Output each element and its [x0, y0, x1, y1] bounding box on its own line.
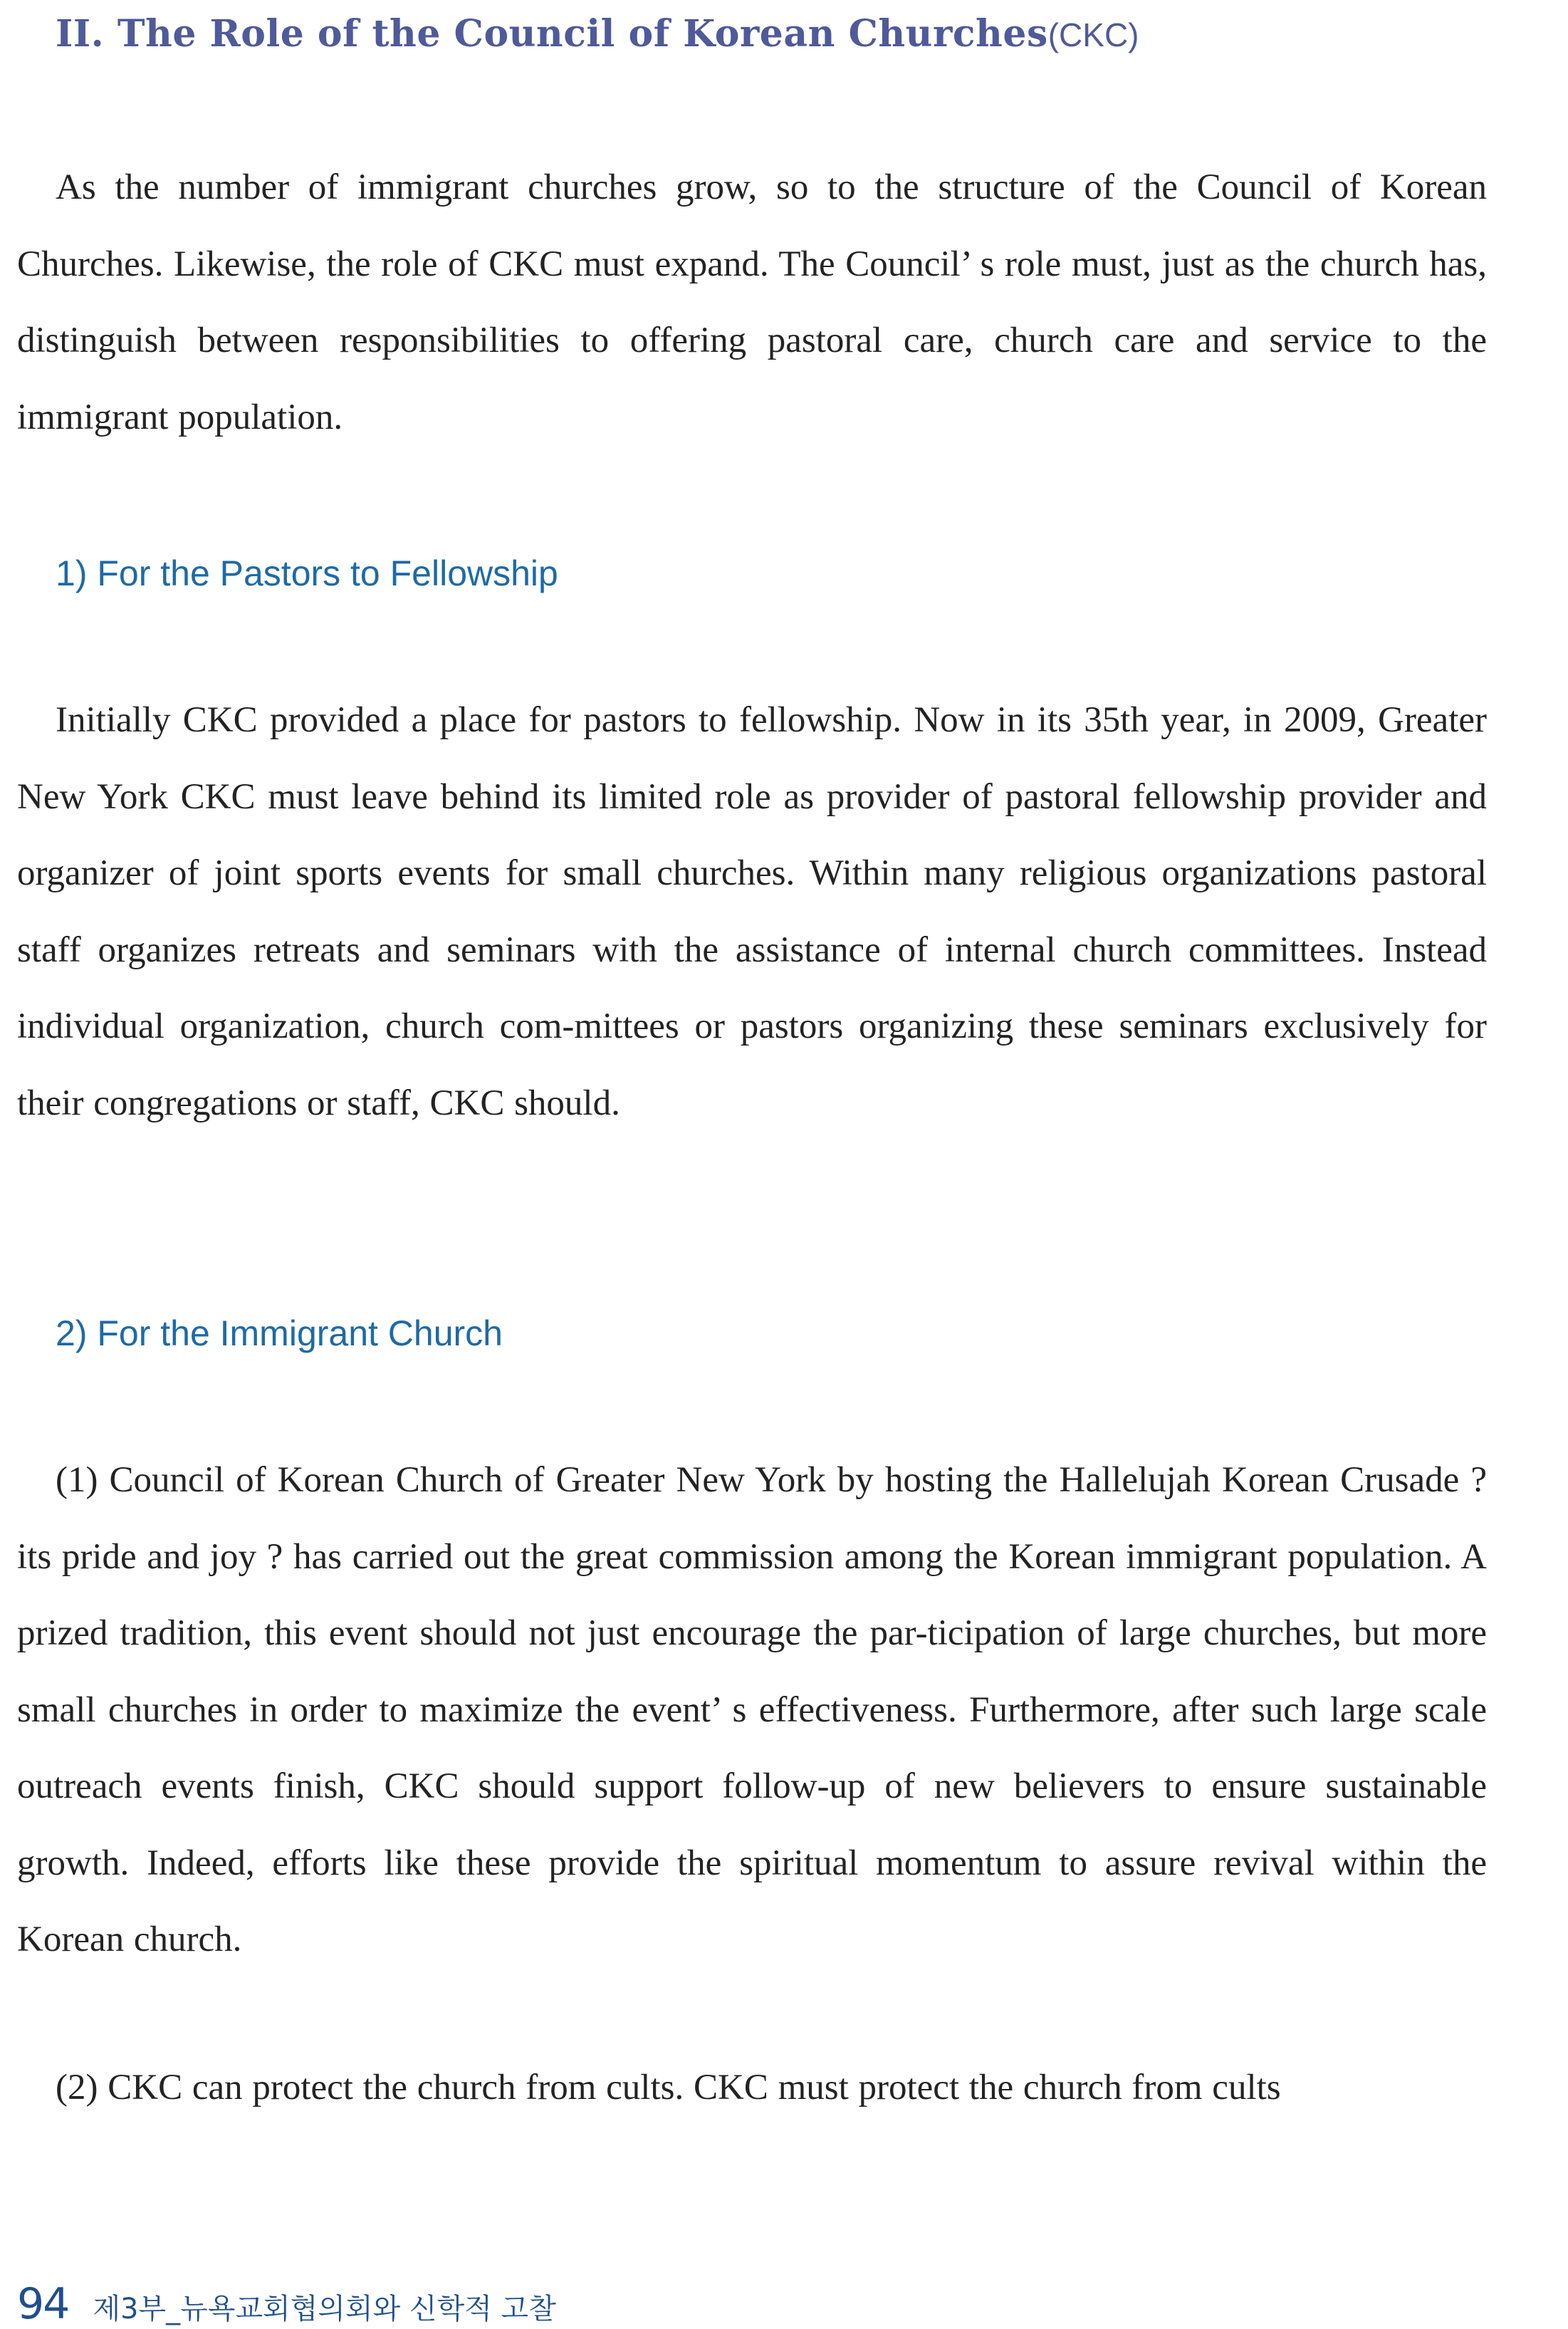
page-number: 94: [17, 2279, 69, 2329]
page-footer: [17, 2279, 556, 2329]
intro-paragraph: As the number of immigrant churches grow, so to the structure of the Council of Korean Churches. Likewise, the role of CKC must expand. The Council’ s role must, just as the church has, distinguish between responsibilities to offering pastoral care, church care and service to the immigrant population.: [17, 167, 1487, 437]
immigrant-paragraph-1: (1) Council of Korean Church of Greater New York by hosting the Hallelujah Korean Crusade ? its pride and joy ? has carried out the great commission among the Korean immigrant population. A prized tradition, this event should not just encourage the par-ticipation of large churches, but more small churches in order to maximize the event’ s effectiveness. Furthermore, after such large scale outreach events finish, CKC should support follow-up of new believers to ensure sustainable growth. Indeed, efforts like these provide the spiritual momentum to assure revival within the Korean church.: [17, 1460, 1487, 1959]
subheading-pastors-fellowship: 1) For the Pastors to Fellowship: [56, 553, 558, 593]
section-title-text: II. The Role of the Council of Korean Churches: [56, 12, 1048, 56]
immigrant-paragraph-2: (2) CKC can protect the church from cults. CKC must protect the church from cults: [56, 2068, 1281, 2107]
subheading-immigrant-church: 2) For the Immigrant Church: [56, 1313, 503, 1353]
section-title: [56, 6, 1139, 63]
pastors-paragraph: Initially CKC provided a place for pastors to fellowship. Now in its 35th year, in 2009, Greater New York CKC must leave behind its limited role as provider of pastoral fellowship provider and organizer of joint sports events for small churches. Within many religious organizations pastoral staff organizes retreats and seminars with the assistance of internal church committees. Instead individual organization, church com-mittees or pastors organizing these seminars exclusively for their congregations or staff, CKC should.: [17, 700, 1487, 1123]
running-title: 제3부_뉴욕교회협의회와 신학적 고찰: [93, 2293, 556, 2325]
section-title-abbreviation: (CKC): [1047, 16, 1139, 53]
